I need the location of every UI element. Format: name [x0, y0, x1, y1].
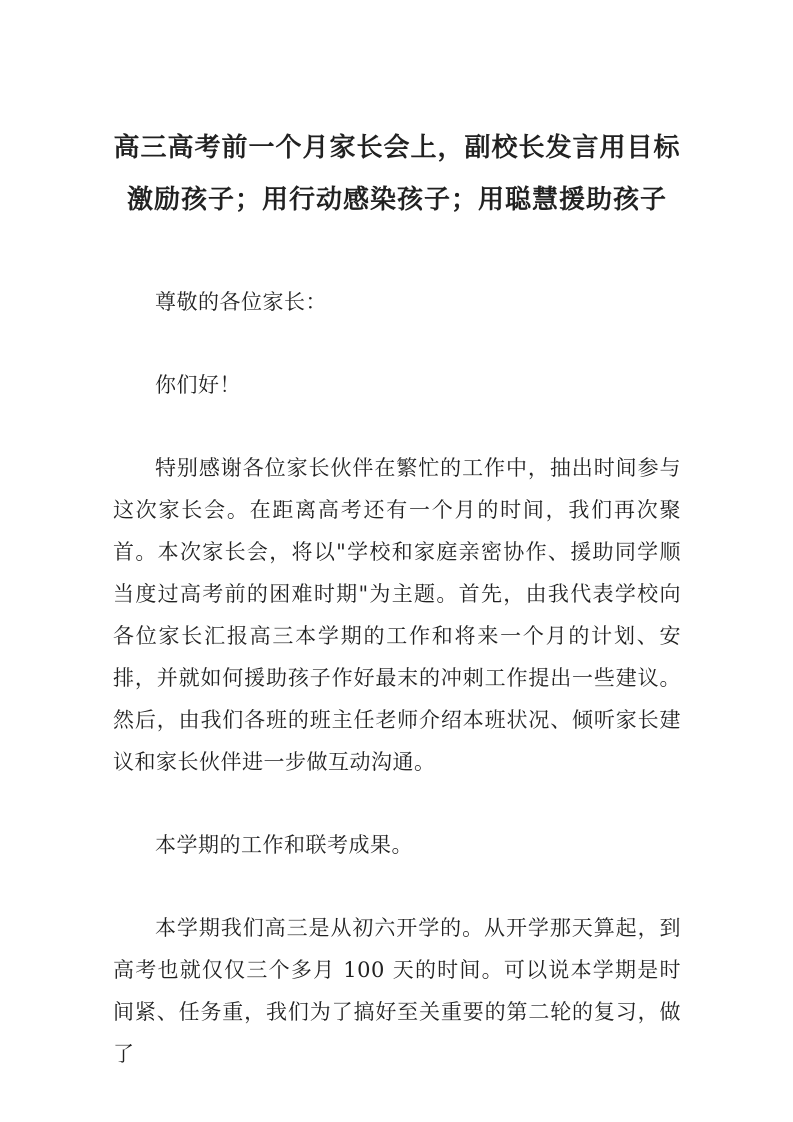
- page-title: [113, 122, 681, 226]
- document-body: [113, 281, 681, 1075]
- paragraph-intro: 特别感谢各位家长伙伴在繁忙的工作中，抽出时间参与这次家长会。在距离高考还有一个月的时间，我们再次聚首。本次家长会，将以"学校和家庭亲密协作、援助同学顺当度过高考前的困难时期"为主题。首先，由我代表学校向各位家长汇报高三本学期的工作和将来一个月的计划、安排，并就如何援助孩子作好最末的冲刺工作提出一些建议。然后，由我们各班的班主任老师介绍本班状况、倾听家长建议和家长伙伴进一步做互动沟通。: [113, 456, 681, 774]
- paragraph-salutation: 尊敬的各位家长：: [155, 290, 327, 314]
- page-title-line-2: 激励孩子；用行动感染孩子；用聪慧援助孩子: [126, 185, 667, 215]
- page-title-line-1: 高三高考前一个月家长会上，副校长发言用目标: [113, 133, 681, 163]
- paragraph-semester-overview: 本学期我们高三是从初六开学的。从开学那天算起，到高考也就仅仅三个多月 100 天的时间。可以说本学期是时间紧、任务重，我们为了搞好至关重要的第二轮的复习，做了: [113, 916, 681, 1066]
- paragraph-greeting: 你们好！: [155, 373, 241, 397]
- paragraph-section-heading: 本学期的工作和联考成果。: [155, 833, 413, 857]
